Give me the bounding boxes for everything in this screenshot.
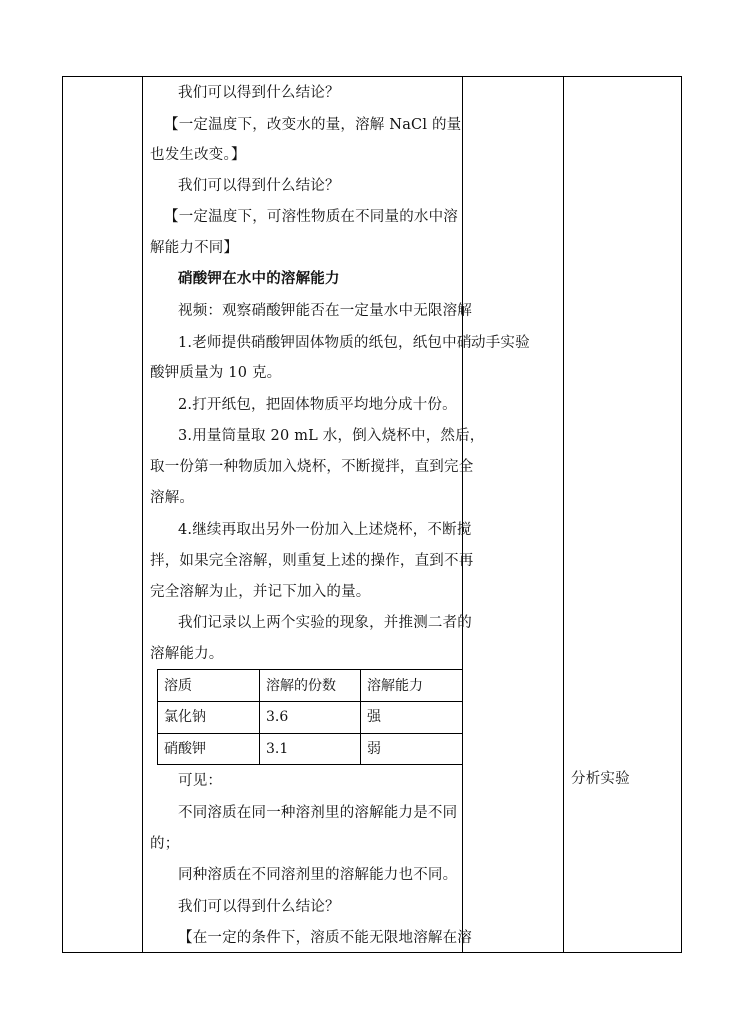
table-cell: 强 [367, 709, 381, 725]
paragraph: 可见： [178, 773, 223, 789]
table-header-solute: 溶质 [164, 678, 192, 694]
student-activity: 动手实验 [471, 335, 530, 351]
table-cell: 氯化钠 [164, 709, 206, 725]
paragraph: 2.打开纸包，把固体物质平均地分成十份。 [178, 397, 457, 413]
column-divider-2 [462, 76, 463, 953]
paragraph: 不同溶质在同一种溶剂里的溶解能力是不同 [178, 805, 458, 821]
paragraph: 酸钾质量为 10 克。 [150, 365, 282, 381]
table-cell: 硝酸钾 [164, 741, 206, 757]
paragraph: 1.老师提供硝酸钾固体物质的纸包，纸包中硝 [178, 335, 472, 351]
paragraph: 解能力不同】 [150, 240, 239, 256]
column-divider-3 [563, 76, 564, 953]
paragraph: 我们可以得到什么结论？ [178, 899, 340, 915]
paragraph: 4.继续再取出另外一份加入上述烧杯，不断搅 [178, 522, 472, 538]
paragraph: 我们记录以上两个实验的现象，并推测二者的 [178, 615, 472, 631]
section-heading: 硝酸钾在水中的溶解能力 [178, 270, 340, 287]
table-bottom-border [62, 952, 682, 953]
paragraph: 溶解。 [150, 490, 195, 506]
paragraph: 我们可以得到什么结论？ [178, 178, 340, 194]
table-right-border [681, 76, 682, 953]
table-cell: 弱 [367, 741, 381, 757]
paragraph: 3.用量筒量取 20 mL 水，倒入烧杯中，然后， [178, 428, 485, 444]
paragraph: 【一定温度下，改变水的量，溶解 NaCl 的量 [164, 117, 462, 133]
table-header-ability: 溶解能力 [367, 678, 423, 694]
paragraph: 也发生改变。】 [150, 147, 246, 163]
paragraph: 【一定温度下，可溶性物质在不同量的水中溶 [164, 209, 458, 225]
paragraph: 完全溶解为止，并记下加入的量。 [150, 584, 371, 600]
paragraph: 我们可以得到什么结论？ [178, 85, 340, 101]
paragraph: 的； [150, 836, 180, 852]
paragraph: 同种溶质在不同溶剂里的溶解能力也不同。 [178, 867, 458, 883]
design-intent: 分析实验 [571, 771, 630, 787]
paragraph: 拌，如果完全溶解，则重复上述的操作，直到不再 [150, 553, 474, 569]
table-cell: 3.6 [266, 709, 289, 725]
table-left-border [62, 76, 63, 953]
column-divider-1 [142, 76, 143, 953]
paragraph: 取一份第一种物质加入烧杯，不断搅拌，直到完全 [150, 459, 474, 475]
table-cell: 3.1 [266, 741, 289, 757]
paragraph: 视频：观察硝酸钾能否在一定量水中无限溶解 [178, 303, 472, 319]
table-header-portions: 溶解的份数 [266, 678, 336, 694]
paragraph: 溶解能力。 [150, 646, 224, 662]
paragraph: 【在一定的条件下，溶质不能无限地溶解在溶 [178, 930, 472, 946]
table-top-border [62, 76, 682, 77]
